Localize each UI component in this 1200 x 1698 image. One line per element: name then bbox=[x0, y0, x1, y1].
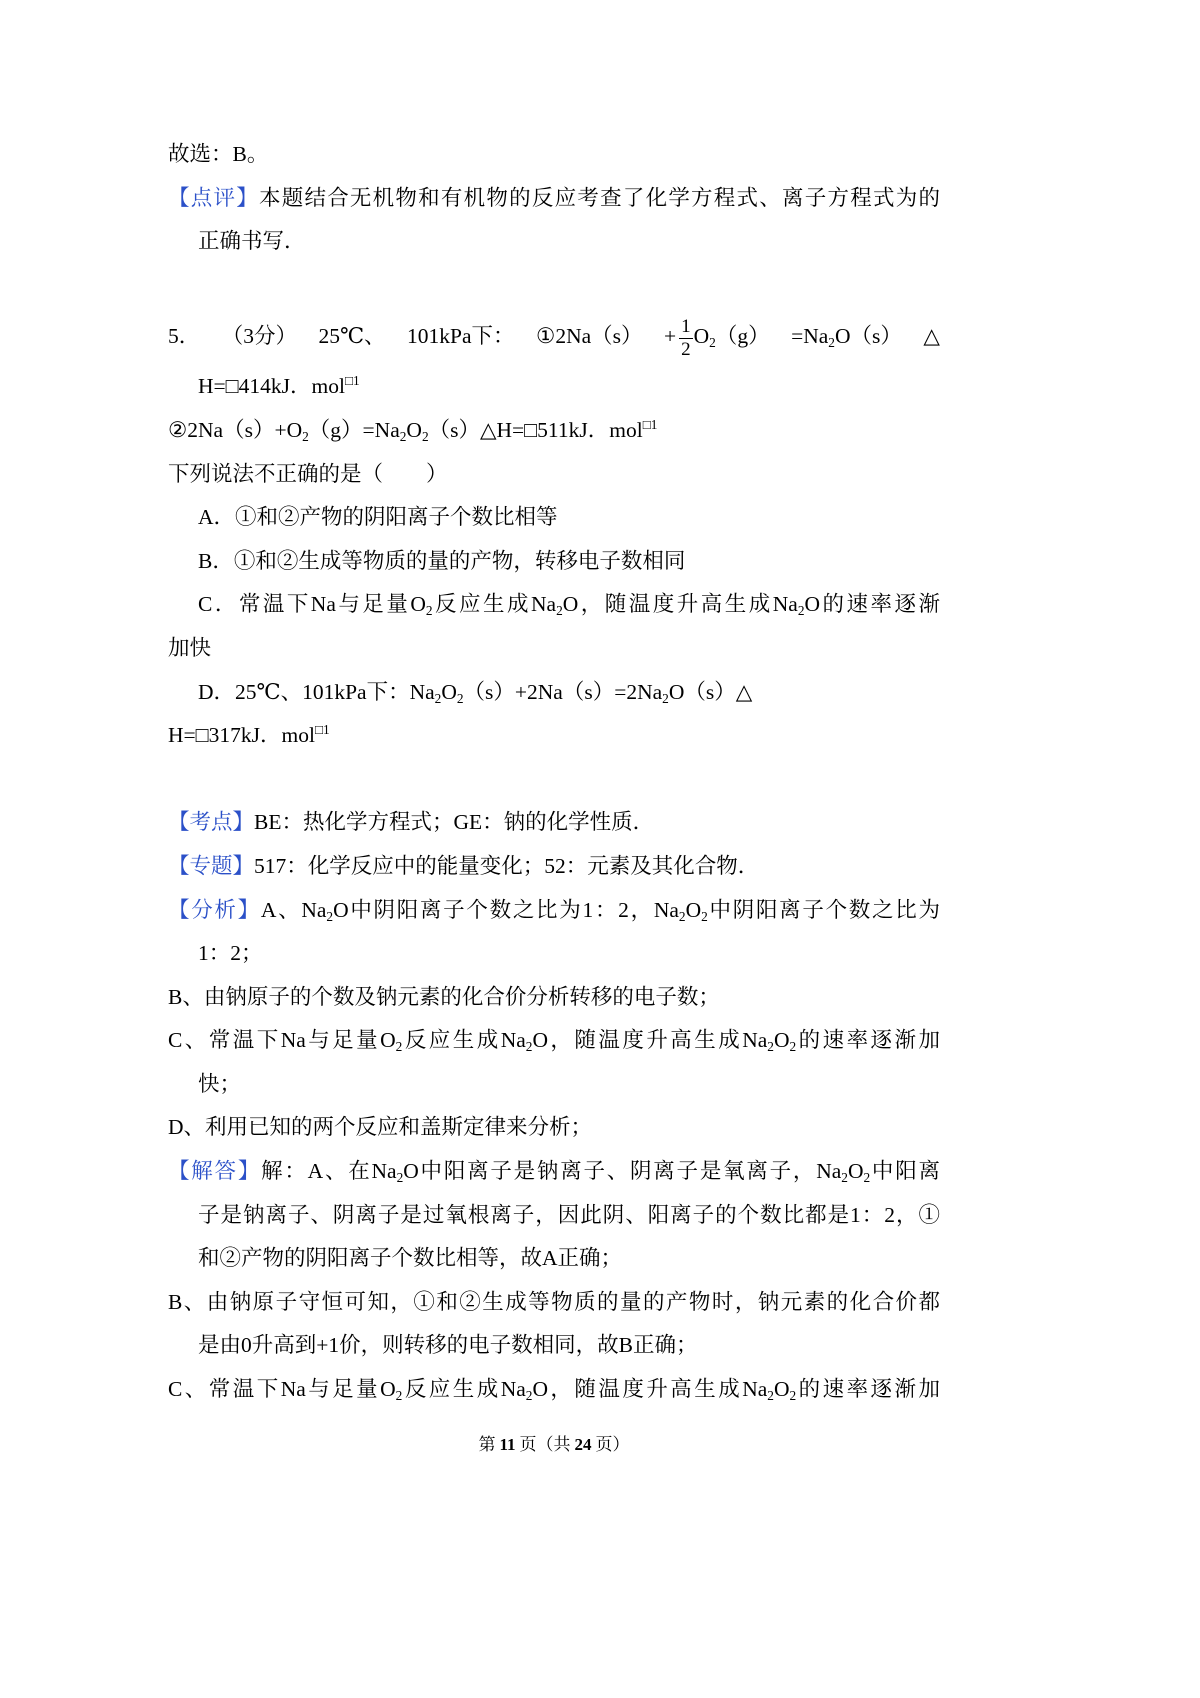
topic-text: 517：化学反应中的能量变化；52：元素及其化合物． bbox=[254, 853, 760, 878]
analysis-label: 【分析】 bbox=[168, 897, 261, 922]
option-text: O（s）△ bbox=[668, 679, 753, 704]
superscript: □1 bbox=[314, 722, 330, 738]
option-text: O bbox=[441, 679, 457, 704]
solution-b-line-2: 是由0升高到+1价，则转移的电子数相同，故B正确； bbox=[198, 1333, 698, 1358]
subscript: 2 bbox=[678, 908, 686, 924]
review-line-1 bbox=[168, 177, 940, 221]
analysis-text: O bbox=[685, 897, 702, 922]
solution-c-line-1 bbox=[168, 1368, 940, 1412]
analysis-d: D、利用已知的两个反应和盖斯定律来分析； bbox=[168, 1115, 593, 1140]
question-number: 5． bbox=[168, 324, 201, 349]
footer-prefix: 第 bbox=[478, 1435, 496, 1454]
subscript: 2 bbox=[395, 1388, 403, 1404]
subscript: 2 bbox=[789, 1388, 797, 1404]
fraction-numerator: 1 bbox=[681, 316, 691, 337]
solution-text: 的速率逐渐加 bbox=[796, 1377, 940, 1402]
subscript: 2 bbox=[709, 335, 716, 351]
subscript: 2 bbox=[302, 428, 309, 444]
solution-line-2: 子是钠离子、阴离子是过氧根离子，因此阴、阳离子的个数比都是1：2，① bbox=[198, 1202, 940, 1227]
equation-text: （s）△H=□511kJ．mol bbox=[428, 417, 643, 442]
equation-text: （g）=Na bbox=[308, 417, 400, 442]
solution-b-line-1: B、由钠原子守恒可知，①和②生成等物质的量的产物时，钠元素的化合价都 bbox=[168, 1289, 940, 1314]
equation-text: ②2Na（s）+O bbox=[168, 417, 303, 442]
enthalpy-text: H=□414kJ．mol bbox=[198, 374, 345, 399]
question-temperature: 25℃、 bbox=[318, 324, 386, 349]
solution-text: O，随温度升高生成Na bbox=[532, 1377, 768, 1402]
option-text: C．常温下Na与足量O bbox=[198, 592, 426, 617]
page-footer bbox=[168, 1432, 940, 1458]
delta-symbol: △ bbox=[923, 324, 940, 349]
analysis-text: O bbox=[773, 1028, 790, 1053]
option-d-line-2 bbox=[168, 714, 940, 758]
subscript: 2 bbox=[828, 335, 835, 351]
option-c-line-2: 加快 bbox=[168, 635, 212, 660]
equation-text: O bbox=[406, 417, 422, 442]
product-text: O（s） bbox=[834, 324, 902, 349]
subscript: 2 bbox=[396, 1170, 404, 1186]
footer-middle: 页（共 bbox=[519, 1435, 571, 1454]
reaction-1-product bbox=[791, 307, 902, 365]
subscript: 2 bbox=[395, 1039, 403, 1055]
solution-line-1 bbox=[168, 1150, 940, 1194]
previous-conclusion: 故选：B。 bbox=[168, 142, 269, 166]
option-text: O，随温度升高生成Na bbox=[562, 592, 798, 617]
analysis-text: O中阴阳离子个数之比为1：2，Na bbox=[333, 897, 679, 922]
exam-point bbox=[168, 801, 940, 845]
current-page-number: 11 bbox=[499, 1435, 516, 1454]
subscript: 2 bbox=[662, 690, 669, 706]
solution-label: 【解答】 bbox=[168, 1159, 262, 1184]
option-text: H=□317kJ．mol bbox=[168, 723, 315, 748]
subscript: 2 bbox=[525, 1039, 533, 1055]
oxygen-state: （g） bbox=[715, 324, 770, 349]
subscript: 2 bbox=[421, 428, 429, 444]
subscript: 2 bbox=[326, 908, 334, 924]
subscript: 2 bbox=[841, 1170, 848, 1186]
spacer bbox=[168, 758, 940, 802]
option-text: D．25℃、101kPa下：Na bbox=[198, 679, 435, 704]
analysis-line-1 bbox=[168, 889, 940, 933]
subscript: 2 bbox=[797, 603, 805, 619]
product-text: =Na bbox=[791, 324, 829, 349]
option-a: A．①和②产物的阴阳离子个数比相等 bbox=[198, 505, 558, 530]
subscript: 2 bbox=[525, 1388, 533, 1404]
reaction-1-oxygen bbox=[664, 307, 770, 365]
solution-text: O bbox=[847, 1159, 864, 1184]
reaction-1-enthalpy bbox=[168, 365, 940, 409]
subscript: 2 bbox=[789, 1039, 797, 1055]
footer-suffix: 页） bbox=[595, 1435, 630, 1454]
review-label: 【点评】 bbox=[168, 185, 259, 210]
solution-line-3: 和②产物的阴阳离子个数比相等，故A正确； bbox=[198, 1246, 623, 1271]
analysis-text: C、常温下Na与足量O bbox=[168, 1028, 396, 1053]
subscript: 2 bbox=[456, 690, 464, 706]
total-pages: 24 bbox=[574, 1435, 592, 1454]
solution-text: 反应生成Na bbox=[402, 1377, 526, 1402]
analysis-line-2: 1：2； bbox=[198, 941, 263, 966]
subscript: 2 bbox=[863, 1170, 871, 1186]
subscript: 2 bbox=[425, 603, 433, 619]
subscript: 2 bbox=[767, 1039, 774, 1055]
option-c-line-1 bbox=[168, 583, 940, 627]
topic-label: 【专题】 bbox=[168, 853, 255, 878]
page-body bbox=[168, 133, 940, 1412]
option-text: 反应生成Na bbox=[432, 592, 557, 617]
superscript: □1 bbox=[344, 373, 360, 389]
subscript: 2 bbox=[767, 1388, 774, 1404]
analysis-text: O，随温度升高生成Na bbox=[532, 1028, 768, 1053]
exam-point-text: BE：热化学方程式；GE：钠的化学性质． bbox=[254, 810, 655, 835]
question-score: （3分） bbox=[221, 324, 298, 349]
review-line-2: 正确书写． bbox=[198, 229, 306, 254]
solution-text: O bbox=[773, 1377, 790, 1402]
subscript: 2 bbox=[399, 428, 407, 444]
subscript: 2 bbox=[434, 690, 442, 706]
superscript: □1 bbox=[642, 416, 658, 432]
analysis-text: 的速率逐渐加 bbox=[796, 1028, 940, 1053]
fraction-denominator: 2 bbox=[681, 338, 691, 360]
analysis-c-line-1 bbox=[168, 1019, 940, 1063]
exam-point-label: 【考点】 bbox=[168, 810, 255, 835]
analysis-c-line-2: 快； bbox=[198, 1071, 242, 1096]
subscript: 2 bbox=[701, 908, 708, 924]
solution-text: O中阳离子是钠离子、阴离子是氧离子，Na bbox=[403, 1159, 842, 1184]
solution-text: 中阳离 bbox=[870, 1159, 940, 1184]
fraction bbox=[679, 317, 693, 360]
option-b: B．①和②生成等物质的量的产物，转移电子数相同 bbox=[198, 548, 686, 573]
analysis-b: B、由钠原子的个数及钠元素的化合价分析转移的电子数； bbox=[168, 984, 720, 1009]
option-text: O的速率逐渐 bbox=[804, 592, 940, 617]
reaction-2 bbox=[168, 409, 940, 453]
question-stem bbox=[168, 307, 940, 365]
solution-text: 解：A、在Na bbox=[261, 1159, 397, 1184]
review-text: 本题结合无机物和有机物的反应考查了化学方程式、离子方程式为的 bbox=[258, 185, 940, 210]
subscript: 2 bbox=[556, 603, 563, 619]
question-pressure: 101kPa下： bbox=[407, 324, 515, 349]
question-prompt: 下列说法不正确的是（ ） bbox=[168, 461, 448, 486]
option-d-line-1 bbox=[168, 671, 940, 715]
topic bbox=[168, 845, 940, 889]
analysis-text: 反应生成Na bbox=[402, 1028, 526, 1053]
analysis-text: A、Na bbox=[260, 897, 327, 922]
plus-sign: + bbox=[664, 324, 677, 349]
spacer bbox=[168, 264, 940, 308]
option-text: （s）+2Na（s）=2Na bbox=[463, 679, 663, 704]
oxygen-symbol: O bbox=[693, 324, 710, 349]
reaction-1-reactant: ①2Na（s） bbox=[536, 324, 643, 349]
analysis-text: 中阴阳离子个数之比为 bbox=[707, 897, 940, 922]
solution-text: C、常温下Na与足量O bbox=[168, 1377, 396, 1402]
